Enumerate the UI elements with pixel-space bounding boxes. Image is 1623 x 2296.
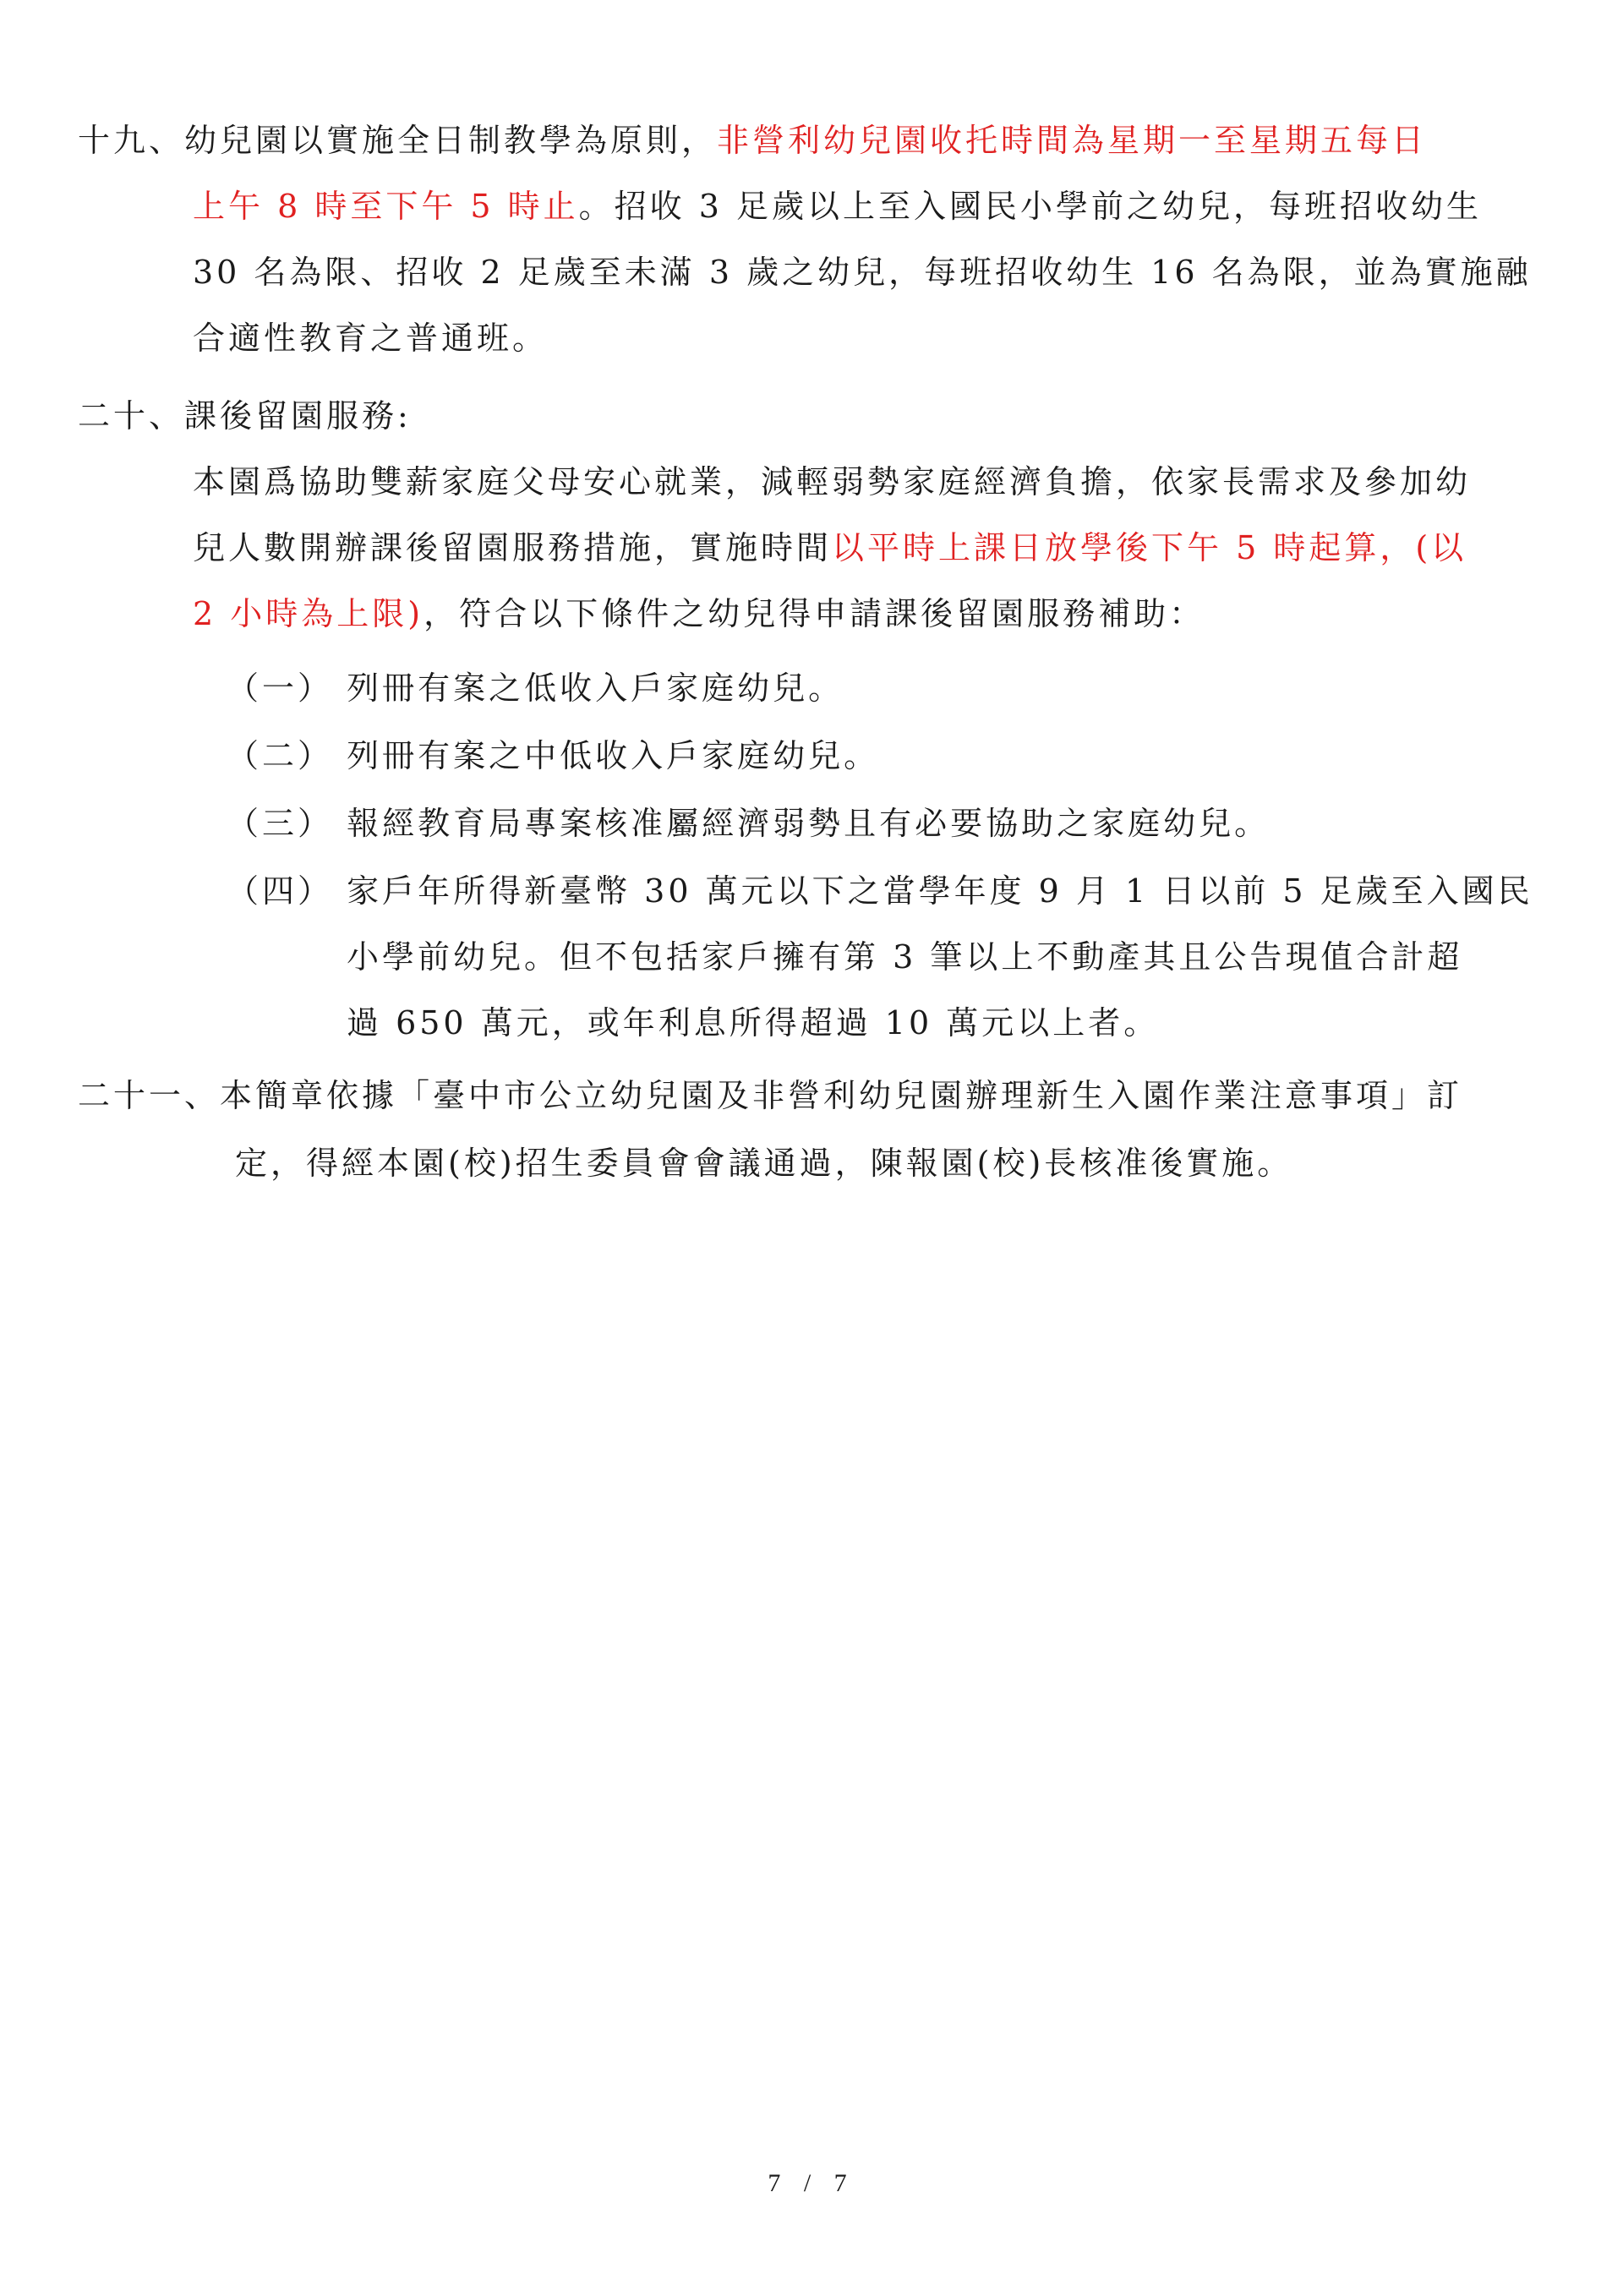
item-20-line-2: [193, 526, 1467, 570]
item-20-sub-2: （二） 列冊有案之中低收入戶家庭幼兒。: [227, 737, 880, 774]
item-19-text: 十九、幼兒園以實施全日制教學為原則，: [78, 122, 718, 159]
page-number: 7 / 7: [768, 2169, 855, 2197]
item-20-text: ，符合以下條件之幼兒得申請課後留園服務補助：: [424, 595, 1205, 632]
item-21-line-2: 定，得經本園(校)招生委員會會議通過，陳報園(校)長核准後實施。: [235, 1145, 1293, 1182]
item-19-line-2: [193, 184, 1482, 228]
item-19-text: 。招收 3 足歲以上至入國民小學前之幼兒，每班招收幼生: [578, 188, 1483, 225]
item-20-sub-4-line-3: 過 650 萬元，或年利息所得超過 10 萬元以上者。: [347, 1004, 1160, 1041]
item-19-line-3: 30 名為限、招收 2 足歲至未滿 3 歲之幼兒，每班招收幼生 16 名為限，並為實施融: [193, 254, 1532, 291]
item-19-line-4: 合適性教育之普通班。: [193, 320, 549, 357]
item-20-highlight-time: 以平時上課日放學後下午 5 時起算，(以: [832, 529, 1467, 566]
item-20-sub-3: （三） 報經教育局專案核准屬經濟弱勢且有必要協助之家庭幼兒。: [227, 805, 1271, 842]
item-20-line-3: [193, 592, 1205, 636]
item-20-sub-4-line-2: 小學前幼兒。但不包括家戶擁有第 3 筆以上不動產其且公告現值合計超: [347, 938, 1463, 976]
item-20-sub-1: （一） 列冊有案之低收入戶家庭幼兒。: [227, 670, 844, 707]
item-20-highlight-limit: 2 小時為上限): [193, 595, 424, 632]
item-20-text: 兒人數開辦課後留園服務措施，實施時間: [193, 529, 833, 566]
item-20-line-1: 本園爲協助雙薪家庭父母安心就業，減輕弱勢家庭經濟負擔，依家長需求及參加幼: [193, 463, 1472, 500]
item-20-heading: 二十、課後留園服務:: [78, 397, 412, 435]
item-21-line-1: 二十一、本簡章依據「臺中市公立幼兒園及非營利幼兒園辦理新生入園作業注意事項」訂: [78, 1077, 1463, 1114]
item-20-sub-4-line-1: （四） 家戶年所得新臺幣 30 萬元以下之當學年度 9 月 1 日以前 5 足歲至入國民: [227, 872, 1533, 910]
item-19-highlight: 非營利幼兒園收托時間為星期一至星期五每日: [717, 122, 1428, 159]
item-19-line-1: [78, 118, 1427, 162]
item-19-highlight-hours: 上午 8 時至下午 5 時止: [193, 188, 579, 225]
